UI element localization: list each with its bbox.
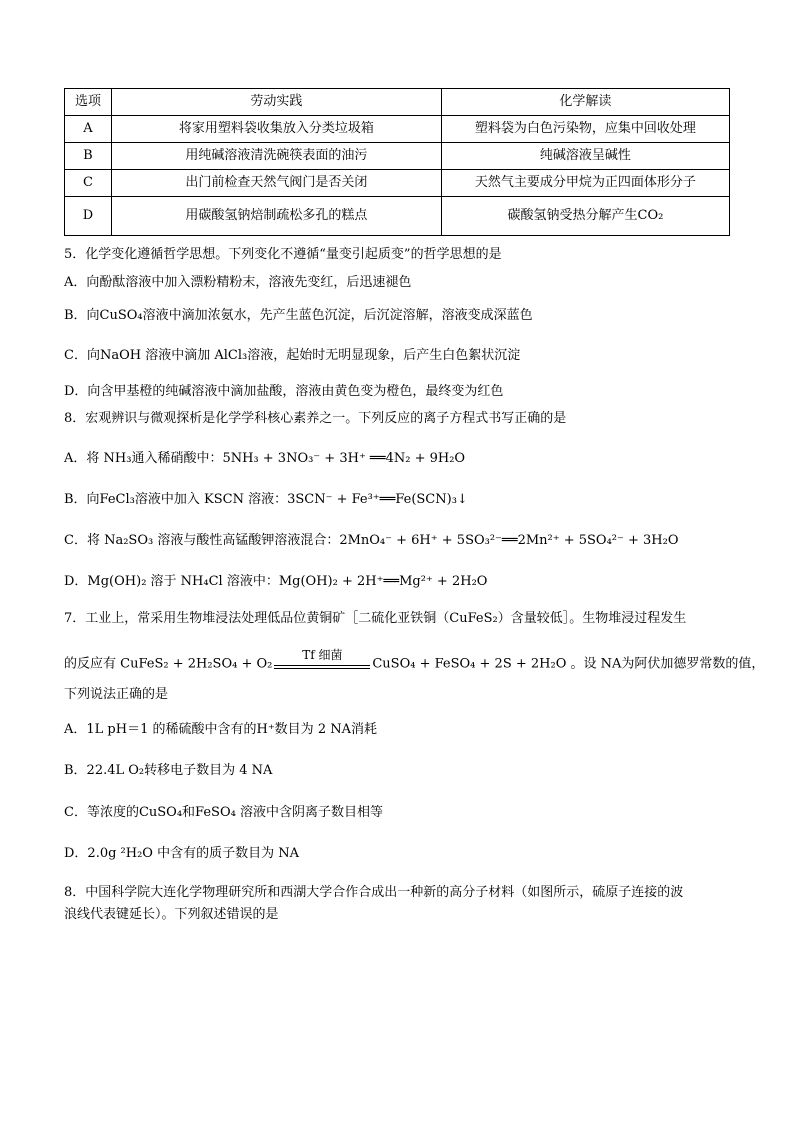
row-option: B [65, 143, 112, 170]
question-5-option-d: D．向含甲基橙的纯碱溶液中滴加盐酸，溶液由黄色变为橙色，最终变为红色 [64, 384, 504, 399]
header-option: 选项 [65, 89, 112, 116]
question-7-option-c: C．等浓度的CuSO₄和FeSO₄ 溶液中含阴离子数目相等 [64, 805, 383, 820]
question-5-option-c: C．向NaOH 溶液中滴加 AlCl₃溶液，起始时无明显现象，后产生白色絮状沉淀 [64, 348, 521, 363]
row-reading: 天然气主要成分甲烷为正四面体形分子 [441, 170, 729, 197]
question-7-option-d: D．2.0g ²H₂O 中含有的质子数目为 NA [64, 846, 299, 861]
row-practice: 用纯碱溶液清洗碗筷表面的油污 [111, 143, 441, 170]
question-7-option-a: A．1L pH＝1 的稀硫酸中含有的H⁺数目为 2 NA消耗 [64, 722, 377, 737]
equal-bar-bottom [274, 668, 370, 669]
row-practice: 将家用塑料袋收集放入分类垃圾箱 [111, 116, 441, 143]
table-header-row [65, 89, 730, 116]
reaction-condition [274, 648, 370, 680]
question-6-option-a: A．将 NH₃通入稀硝酸中：5NH₃ + 3NO₃⁻ + 3H⁺ ══4N₂ + 9H₂O [64, 451, 466, 466]
equation-reactants: 的反应有 CuFeS₂ + 2H₂SO₄ + O₂ [64, 656, 273, 672]
header-practice: 劳动实践 [111, 89, 441, 116]
question-6-option-b: B．向FeCl₃溶液中加入 KSCN 溶液：3SCN⁻ + Fe³⁺══Fe(SCN)₃↓ [64, 492, 468, 507]
header-reading: 化学解读 [441, 89, 729, 116]
table-row [65, 170, 730, 197]
row-option: D [65, 197, 112, 236]
question-5-stem: 5．化学变化遵循哲学思想。下列变化不遵循“量变引起质变”的哲学思想的是 [64, 247, 502, 262]
question-6-option-d: D．Mg(OH)₂ 溶于 NH₄Cl 溶液中：Mg(OH)₂ + 2H⁺══Mg²⁺ + 2H₂O [64, 574, 488, 589]
row-practice: 出门前检查天然气阀门是否关闭 [111, 170, 441, 197]
condition-label: Tf 细菌 [302, 648, 343, 662]
table-row [65, 197, 730, 236]
question-5-option-b: B．向CuSO₄溶液中滴加浓氨水，先产生蓝色沉淀，后沉淀溶解，溶液变成深蓝色 [64, 308, 533, 323]
row-reading: 纯碱溶液呈碱性 [441, 143, 729, 170]
question-5-option-a: A．向酚酞溶液中加入漂粉精粉末，溶液先变红，后迅速褪色 [64, 275, 412, 290]
question-7-option-b: B．22.4L O₂转移电子数目为 4 NA [64, 763, 273, 778]
row-reading: 碳酸氢钠受热分解产生CO₂ [441, 197, 729, 236]
question-6-stem: 8．宏观辨识与微观探析是化学学科核心素养之一。下列反应的离子方程式书写正确的是 [64, 411, 567, 426]
table-row [65, 116, 730, 143]
table-row [65, 143, 730, 170]
question-7-prompt: 下列说法正确的是 [64, 687, 169, 702]
question-6-option-c: C．将 Na₂SO₃ 溶液与酸性高锰酸钾溶液混合：2MnO₄⁻ + 6H⁺ + 5SO₃²⁻══2Mn²⁺ + 5SO₄²⁻ + 3H₂O [64, 533, 679, 548]
labor-practice-table [64, 88, 730, 236]
equal-bar-top [274, 665, 370, 666]
question-8-stem-cont: 浪线代表键延长）。下列叙述错误的是 [64, 907, 279, 922]
row-practice: 用碳酸氢钠焙制疏松多孔的糕点 [111, 197, 441, 236]
row-option: C [65, 170, 112, 197]
row-option: A [65, 116, 112, 143]
equation-products: CuSO₄ + FeSO₄ + 2S + 2H₂O 。设 NA为阿伏加德罗常数的值， [372, 656, 765, 672]
question-7-equation [64, 648, 764, 680]
question-7-stem: 7．工业上，常采用生物堆浸法处理低品位黄铜矿［二硫化亚铁铜（CuFeS₂）含量较低］。生物堆浸过程发生 [64, 611, 687, 626]
question-8-stem: 8．中国科学院大连化学物理研究所和西湖大学合作合成出一种新的高分子材料（如图所示，硫原子连接的波 [64, 885, 684, 900]
row-reading: 塑料袋为白色污染物，应集中回收处理 [441, 116, 729, 143]
